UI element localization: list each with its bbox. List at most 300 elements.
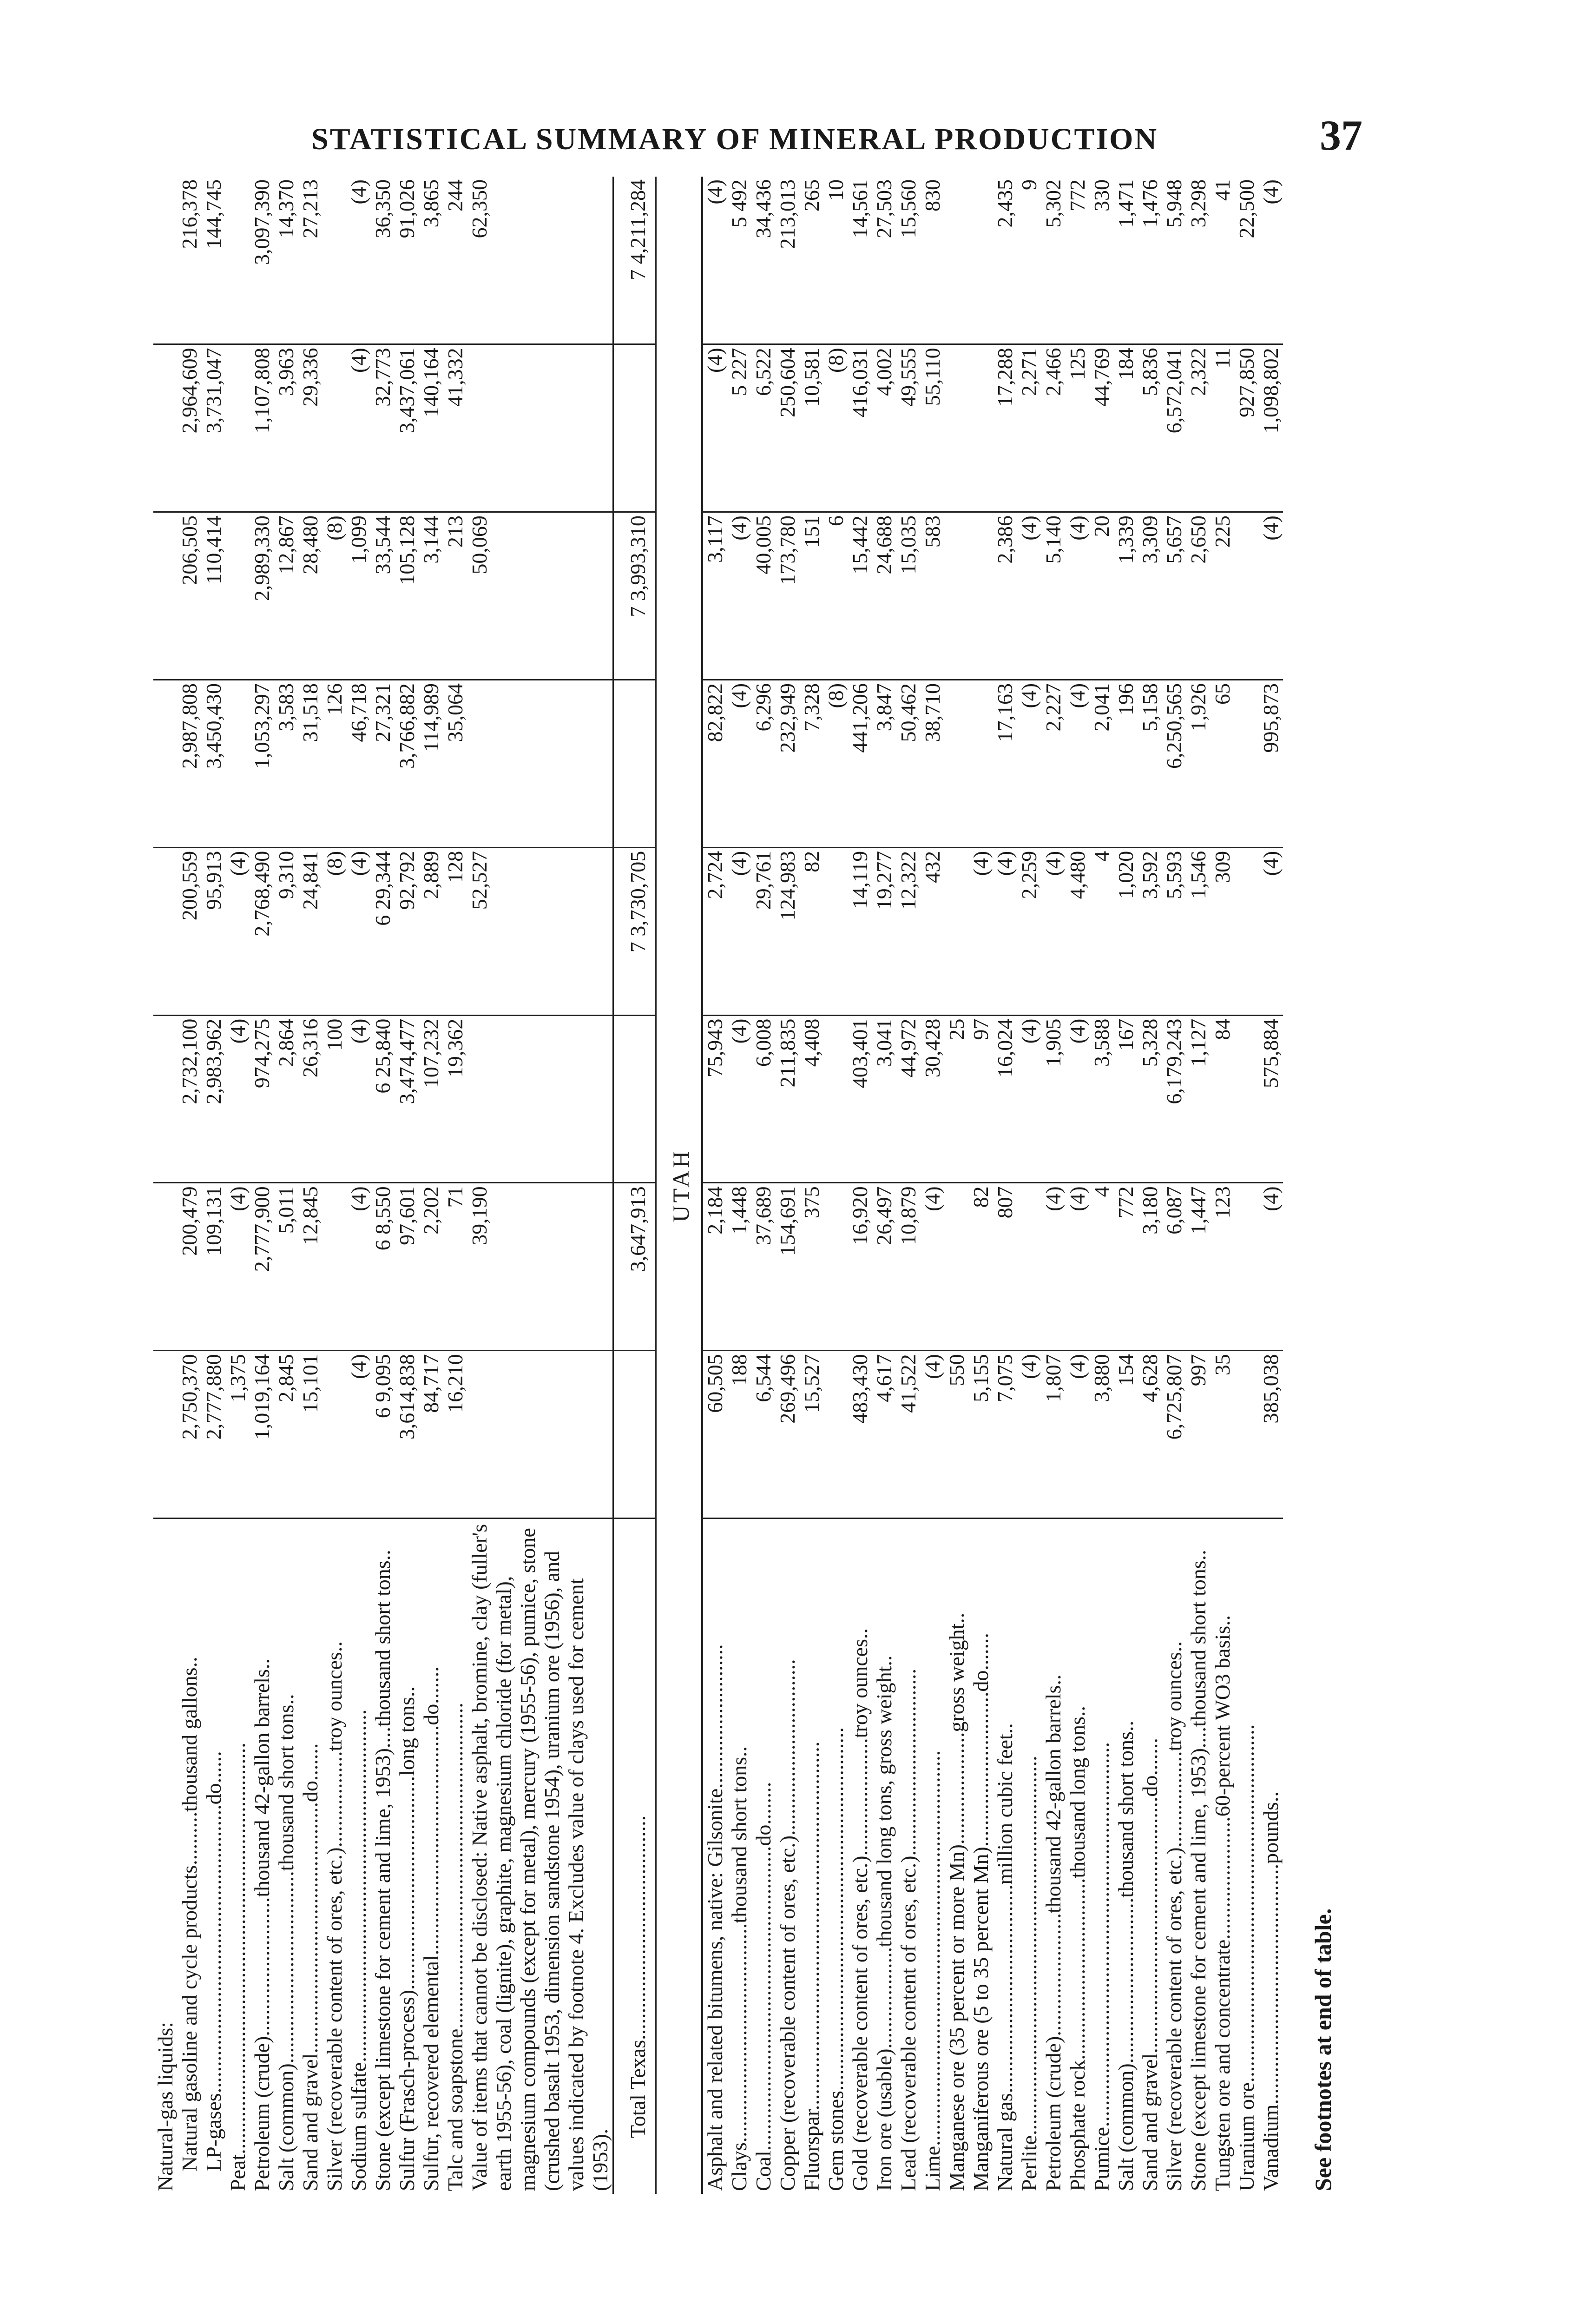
value-cell: 1,476 <box>1138 177 1162 344</box>
row-label: Silver (recoverable content of ores, etc.)..................troy ounces.. <box>1162 1641 1186 2191</box>
value-cell: (4) <box>993 847 1017 1015</box>
value-cell: 3,731,047 <box>202 344 226 512</box>
value-cell: 11 <box>1211 344 1235 512</box>
value-cell: 3,097,390 <box>250 177 274 344</box>
table-row <box>1041 177 1066 2194</box>
value-cell <box>322 344 347 512</box>
value-cell: 144,745 <box>202 177 226 344</box>
value-cell: (4) <box>1066 1183 1090 1351</box>
value-cell: 3,865 <box>419 177 443 344</box>
value-cell: 6 8,550 <box>371 1183 395 1351</box>
value-cell: (8) <box>824 344 848 512</box>
rotated-table-container <box>153 177 1371 2194</box>
value-cell: (4) <box>1066 1015 1090 1183</box>
value-cell: 3,766,882 <box>395 680 419 847</box>
value-cell: 5,593 <box>1162 847 1186 1015</box>
value-cell: 46,718 <box>347 680 371 847</box>
value-cell: 3,309 <box>1138 512 1162 680</box>
value-cell: 7,075 <box>993 1351 1017 1519</box>
row-label: Talc and soapstone............................................................. <box>443 1703 467 2191</box>
value-cell: 10 <box>824 177 848 344</box>
value-cell: 3,880 <box>1090 1351 1114 1519</box>
value-cell: 24,688 <box>872 512 896 680</box>
value-cell: 3,847 <box>872 680 896 847</box>
value-cell: 9 <box>1017 177 1041 344</box>
value-cell: 2,435 <box>993 177 1017 344</box>
value-cell: 2,777,880 <box>202 1351 226 1519</box>
total-row <box>613 177 656 2194</box>
value-cell: 1,098,802 <box>1259 344 1283 512</box>
value-cell: 1,107,808 <box>250 344 274 512</box>
table-row <box>1114 177 1138 2194</box>
value-cell: 772 <box>1066 177 1090 344</box>
value-cell: (4) <box>727 1015 751 1183</box>
value-cell: 995,873 <box>1259 680 1283 847</box>
value-cell: 10,581 <box>800 344 824 512</box>
value-cell: 38,710 <box>921 680 945 847</box>
value-cell: 6,008 <box>751 1015 776 1183</box>
value-cell <box>322 177 347 344</box>
value-cell: (4) <box>727 847 751 1015</box>
table-row <box>921 177 945 2194</box>
value-cell: 3,298 <box>1186 177 1211 344</box>
value-cell: 6 9,095 <box>371 1351 395 1519</box>
value-cell: 2,989,330 <box>250 512 274 680</box>
value-cell: 5,328 <box>1138 1015 1162 1183</box>
row-label: Petroleum (crude).......................thousand 42-gallon barrels.. <box>1041 1674 1065 2191</box>
value-cell: 82 <box>800 847 824 1015</box>
table-row <box>896 177 921 2194</box>
value-cell: 1,019,164 <box>250 1351 274 1519</box>
value-cell: (4) <box>1017 680 1041 847</box>
value-cell: 41 <box>1211 177 1235 344</box>
value-cell: 2,227 <box>1041 680 1066 847</box>
value-cell: 16,210 <box>443 1351 467 1519</box>
row-label: Total Texas.......................................... <box>613 1519 656 2194</box>
value-cell: 3,180 <box>1138 1183 1162 1351</box>
value-cell <box>613 344 656 512</box>
value-cell: 4,617 <box>872 1351 896 1519</box>
table-row <box>298 177 322 2194</box>
value-cell: 4 <box>1090 1183 1114 1351</box>
value-cell: 2,322 <box>1186 344 1211 512</box>
value-cell: 52,527 <box>467 847 613 1015</box>
value-cell <box>153 177 178 344</box>
value-cell: 3,144 <box>419 512 443 680</box>
value-cell: (4) <box>347 1015 371 1183</box>
row-label: Petroleum (crude)..........................thousand 42-gallon barrels.. <box>250 1658 274 2191</box>
value-cell: 17,163 <box>993 680 1017 847</box>
row-label: Tungsten ore and concentrate.......................60-percent WO3 basis.. <box>1211 1615 1234 2191</box>
value-cell: 583 <box>921 512 945 680</box>
value-cell: 1,447 <box>1186 1183 1211 1351</box>
value-cell: 35,064 <box>443 680 467 847</box>
value-cell: 3,588 <box>1090 1015 1114 1183</box>
row-label: Lime.......................................................................... <box>921 1750 944 2191</box>
value-cell: 39,190 <box>467 1183 613 1351</box>
value-cell: (4) <box>347 344 371 512</box>
table-row <box>727 177 751 2194</box>
row-label: Silver (recoverable content of ores, etc.)..................troy ounces.. <box>322 1641 346 2191</box>
value-cell: 416,031 <box>848 344 872 512</box>
value-cell <box>226 512 250 680</box>
row-label: Salt (common)...............................thousand short tons.. <box>1114 1721 1138 2191</box>
value-cell: 2,864 <box>274 1015 298 1183</box>
value-cell: (4) <box>1259 512 1283 680</box>
section-title: UTAH <box>656 177 702 2194</box>
value-cell: 5,302 <box>1041 177 1066 344</box>
value-cell: 927,850 <box>1235 344 1259 512</box>
value-cell: 5,948 <box>1162 177 1186 344</box>
value-cell: 62,350 <box>467 177 613 344</box>
value-cell: 29,761 <box>751 847 776 1015</box>
value-cell <box>226 177 250 344</box>
table-body <box>153 177 1335 2194</box>
value-cell: 3,647,913 <box>613 1183 656 1351</box>
value-cell: 432 <box>921 847 945 1015</box>
value-cell: 49,555 <box>896 344 921 512</box>
value-cell: 6 25,840 <box>371 1015 395 1183</box>
footnote: See footnotes at end of table. <box>1310 1908 1336 2191</box>
value-cell: 50,462 <box>896 680 921 847</box>
value-cell: 173,780 <box>776 512 800 680</box>
row-label: LP-gases......................................................do...... <box>202 1751 225 2172</box>
table-row <box>443 177 467 2194</box>
value-cell: 265 <box>800 177 824 344</box>
row-label: Fluorspar..................................................................... <box>800 1741 823 2191</box>
value-cell: 1,448 <box>727 1183 751 1351</box>
value-cell: 154,691 <box>776 1183 800 1351</box>
value-cell: 330 <box>1090 177 1114 344</box>
value-cell: 91,026 <box>395 177 419 344</box>
value-cell <box>613 1015 656 1183</box>
value-cell: 9,310 <box>274 847 298 1015</box>
value-cell: 33,544 <box>371 512 395 680</box>
value-cell: 154 <box>1114 1351 1138 1519</box>
value-cell: 6,296 <box>751 680 776 847</box>
value-cell: 3,450,430 <box>202 680 226 847</box>
value-cell: 2,777,900 <box>250 1183 274 1351</box>
table-row <box>467 177 613 2194</box>
table-row <box>395 177 419 2194</box>
value-cell: 15,560 <box>896 177 921 344</box>
table-row <box>226 177 250 2194</box>
value-cell: 196 <box>1114 680 1138 847</box>
value-cell <box>153 1015 178 1183</box>
value-cell: 65 <box>1211 680 1235 847</box>
row-label: Sulfur, recovered elemental...........................................do....... <box>419 1666 443 2191</box>
value-cell: 1,471 <box>1114 177 1138 344</box>
value-cell: 50,069 <box>467 512 613 680</box>
value-cell <box>1235 1351 1259 1519</box>
value-cell: 1,905 <box>1041 1015 1066 1183</box>
value-cell: 41,332 <box>443 344 467 512</box>
value-cell: 14,561 <box>848 177 872 344</box>
value-cell: (8) <box>322 512 347 680</box>
value-cell: 1,099 <box>347 512 371 680</box>
value-cell <box>153 1183 178 1351</box>
value-cell <box>945 512 969 680</box>
row-label: Asphalt and related bitumens, native: Gilsonite........................... <box>703 1644 727 2191</box>
row-label: Gold (recoverable content of ores, etc.)......................troy ounces.. <box>848 1628 872 2191</box>
value-cell: 30,428 <box>921 1015 945 1183</box>
value-cell: 95,913 <box>202 847 226 1015</box>
value-cell: 82,822 <box>702 680 727 847</box>
value-cell <box>824 1183 848 1351</box>
table-row <box>1186 177 1211 2194</box>
value-cell: 250,604 <box>776 344 800 512</box>
value-cell: 123 <box>1211 1183 1235 1351</box>
value-cell: 7,328 <box>800 680 824 847</box>
value-cell: 232,949 <box>776 680 800 847</box>
value-cell: 3,583 <box>274 680 298 847</box>
value-cell: 6 <box>824 512 848 680</box>
value-cell <box>969 177 993 344</box>
table-row <box>347 177 371 2194</box>
value-cell: 97,601 <box>395 1183 419 1351</box>
value-cell: 1,127 <box>1186 1015 1211 1183</box>
table-row <box>1162 177 1186 2194</box>
value-cell: 100 <box>322 1015 347 1183</box>
value-cell: 16,024 <box>993 1015 1017 1183</box>
value-cell: 997 <box>1186 1351 1211 1519</box>
row-label: Value of items that cannot be disclosed: Native asphalt, bromine, clay (fuller's earth 1955-56), coal (lignite), graphite, magnesium chloride (for metal), magnesium compounds (except for metal), mercury (1955-56), pumice, stone (crushed basalt 1953, dimension sandstone 1954), uranium ore (1956), and values indicated by footnote 4. Excludes value of clays used for cement (1953). <box>467 1524 612 2191</box>
value-cell: 4,002 <box>872 344 896 512</box>
value-cell: 28,480 <box>298 512 322 680</box>
value-cell <box>467 1351 613 1519</box>
value-cell: (4) <box>1259 1183 1283 1351</box>
value-cell: 37,689 <box>751 1183 776 1351</box>
value-cell: 26,316 <box>298 1015 322 1183</box>
value-cell: 2,987,808 <box>178 680 202 847</box>
value-cell: 550 <box>945 1351 969 1519</box>
footnote-row <box>1283 177 1335 2194</box>
value-cell: 109,131 <box>202 1183 226 1351</box>
value-cell: 6 29,344 <box>371 847 395 1015</box>
value-cell: 84 <box>1211 1015 1235 1183</box>
value-cell: 84,717 <box>419 1351 443 1519</box>
value-cell: 1,546 <box>1186 847 1211 1015</box>
value-cell: 1,807 <box>1041 1351 1066 1519</box>
value-cell: 124,983 <box>776 847 800 1015</box>
value-cell <box>824 847 848 1015</box>
row-label: Natural gas.......................................million cubic feet.. <box>993 1723 1017 2191</box>
value-cell <box>226 680 250 847</box>
value-cell: 2,259 <box>1017 847 1041 1015</box>
value-cell: 12,322 <box>896 847 921 1015</box>
table-row <box>1090 177 1114 2194</box>
value-cell: 36,350 <box>371 177 395 344</box>
table-row <box>824 177 848 2194</box>
value-cell: 1,053,297 <box>250 680 274 847</box>
value-cell: 3,437,061 <box>395 344 419 512</box>
value-cell: 75,943 <box>702 1015 727 1183</box>
value-cell <box>824 1015 848 1183</box>
value-cell: (4) <box>1259 847 1283 1015</box>
value-cell <box>226 344 250 512</box>
row-label: Lead (recoverable content of ores, etc.)................................... <box>896 1668 920 2191</box>
value-cell: 25 <box>945 1015 969 1183</box>
table-row <box>1066 177 1090 2194</box>
value-cell: 1,020 <box>1114 847 1138 1015</box>
value-cell: 105,128 <box>395 512 419 680</box>
section-row <box>656 177 702 2194</box>
row-label: Salt (common)....................................thousand short tons.. <box>274 1694 298 2191</box>
value-cell: 2,466 <box>1041 344 1066 512</box>
value-cell: 15,442 <box>848 512 872 680</box>
value-cell: 309 <box>1211 847 1235 1015</box>
value-cell: 807 <box>993 1183 1017 1351</box>
value-cell: 6,725,807 <box>1162 1351 1186 1519</box>
row-label: Phosphate rock..................................thousand long tons.. <box>1066 1706 1089 2191</box>
value-cell: 15,101 <box>298 1351 322 1519</box>
value-cell: 2,650 <box>1186 512 1211 680</box>
value-cell: (4) <box>969 847 993 1015</box>
value-cell: 7 4,211,284 <box>613 177 656 344</box>
value-cell: 2,184 <box>702 1183 727 1351</box>
value-cell: 44,769 <box>1090 344 1114 512</box>
row-label: Gem stones.................................................................... <box>824 1727 848 2191</box>
row-label: Sulfur (Frasch-process)........................................long tons.. <box>395 1686 419 2191</box>
table-row <box>969 177 993 2194</box>
value-cell: (4) <box>1066 1351 1090 1519</box>
value-cell: 26,497 <box>872 1183 896 1351</box>
value-cell <box>1235 1015 1259 1183</box>
value-cell: (4) <box>921 1183 945 1351</box>
running-title: STATISTICAL SUMMARY OF MINERAL PRODUCTION <box>311 122 1158 156</box>
value-cell: 4,628 <box>1138 1351 1162 1519</box>
table-row <box>153 177 178 2194</box>
value-cell: 44,972 <box>896 1015 921 1183</box>
value-cell: 5,011 <box>274 1183 298 1351</box>
value-cell: 483,430 <box>848 1351 872 1519</box>
value-cell <box>613 680 656 847</box>
table-row <box>1017 177 1041 2194</box>
row-label: Stone (except limestone for cement and lime, 1953)....thousand short tons.. <box>371 1550 395 2191</box>
value-cell: (4) <box>702 344 727 512</box>
value-cell: 6,179,243 <box>1162 1015 1186 1183</box>
value-cell: 3,041 <box>872 1015 896 1183</box>
value-cell: 29,336 <box>298 344 322 512</box>
value-cell: 10,879 <box>896 1183 921 1351</box>
row-label: Uranium ore................................................................... <box>1235 1724 1258 2191</box>
value-cell: 5 492 <box>727 177 751 344</box>
value-cell: 97 <box>969 1015 993 1183</box>
value-cell: 27,503 <box>872 177 896 344</box>
value-cell: 2,845 <box>274 1351 298 1519</box>
value-cell: 5,155 <box>969 1351 993 1519</box>
value-cell: (8) <box>824 680 848 847</box>
value-cell: 15,527 <box>800 1351 824 1519</box>
row-label: Perlite....................................................................... <box>1017 1756 1041 2191</box>
value-cell: (4) <box>347 1183 371 1351</box>
page-number: 37 <box>1320 112 1362 159</box>
value-cell: 5,140 <box>1041 512 1066 680</box>
row-label: Stone (except limestone for cement and lime, 1953)....thousand short tons.. <box>1186 1550 1210 2191</box>
table-row <box>702 177 727 2194</box>
value-cell: 128 <box>443 847 467 1015</box>
value-cell <box>1235 1183 1259 1351</box>
table-row <box>202 177 226 2194</box>
value-cell: 2,724 <box>702 847 727 1015</box>
value-cell: 2,889 <box>419 847 443 1015</box>
value-cell: (4) <box>1259 177 1283 344</box>
value-cell: 40,005 <box>751 512 776 680</box>
table-row <box>274 177 298 2194</box>
value-cell: (4) <box>1017 1351 1041 1519</box>
value-cell: 126 <box>322 680 347 847</box>
value-cell: 2,964,609 <box>178 344 202 512</box>
table-row <box>250 177 274 2194</box>
value-cell: 206,505 <box>178 512 202 680</box>
value-cell: (4) <box>1017 512 1041 680</box>
value-cell: 55,110 <box>921 344 945 512</box>
value-cell: 575,884 <box>1259 1015 1283 1183</box>
value-cell: 34,436 <box>751 177 776 344</box>
value-cell: 3,117 <box>702 512 727 680</box>
value-cell: 3,474,477 <box>395 1015 419 1183</box>
value-cell: 403,401 <box>848 1015 872 1183</box>
value-cell: 830 <box>921 177 945 344</box>
row-label: Sand and gravel................................................do....... <box>1138 1738 1162 2191</box>
row-label: Pumice........................................................................ <box>1090 1742 1113 2191</box>
value-cell: (4) <box>727 680 751 847</box>
row-label: Copper (recoverable content of ores, etc.)................................. <box>776 1659 799 2191</box>
row-label: Natural gasoline and cycle products..........thousand gallons.. <box>178 1657 201 2172</box>
value-cell <box>969 680 993 847</box>
value-cell <box>945 1183 969 1351</box>
value-cell: 41,522 <box>896 1351 921 1519</box>
table-row <box>751 177 776 2194</box>
table-row <box>872 177 896 2194</box>
row-label: Iron ore (usable)...................thousand long tons, gross weight.. <box>872 1655 896 2191</box>
table-row <box>1235 177 1259 2194</box>
value-cell: 6,522 <box>751 344 776 512</box>
value-cell: 14,370 <box>274 177 298 344</box>
value-cell: 27,213 <box>298 177 322 344</box>
table-row <box>178 177 202 2194</box>
value-cell: 225 <box>1211 512 1235 680</box>
value-cell: 71 <box>443 1183 467 1351</box>
value-cell <box>1235 680 1259 847</box>
value-cell: 2,732,100 <box>178 1015 202 1183</box>
table-row <box>945 177 969 2194</box>
value-cell: 140,164 <box>419 344 443 512</box>
value-cell <box>322 1183 347 1351</box>
value-cell <box>153 1351 178 1519</box>
value-cell: (4) <box>702 177 727 344</box>
value-cell: 82 <box>969 1183 993 1351</box>
value-cell <box>613 1351 656 1519</box>
row-label: Manganiferous ore (5 to 35 percent Mn).............................do....... <box>969 1633 993 2191</box>
value-cell <box>153 344 178 512</box>
value-cell: 1,339 <box>1114 512 1138 680</box>
value-cell: 1,375 <box>226 1351 250 1519</box>
value-cell: 27,321 <box>371 680 395 847</box>
value-cell: 16,920 <box>848 1183 872 1351</box>
value-cell: 14,119 <box>848 847 872 1015</box>
value-cell: 200,559 <box>178 847 202 1015</box>
value-cell <box>1235 512 1259 680</box>
value-cell: 12,867 <box>274 512 298 680</box>
row-label: Peat............................................................................. <box>226 1743 250 2191</box>
value-cell: 385,038 <box>1259 1351 1283 1519</box>
value-cell: 5 227 <box>727 344 751 512</box>
value-cell: 2,271 <box>1017 344 1041 512</box>
row-label: Sand and gravel...............................................do....... <box>298 1743 322 2191</box>
row-label: Clays.........................................thousand short tons.. <box>727 1746 751 2191</box>
table-row <box>1259 177 1283 2194</box>
